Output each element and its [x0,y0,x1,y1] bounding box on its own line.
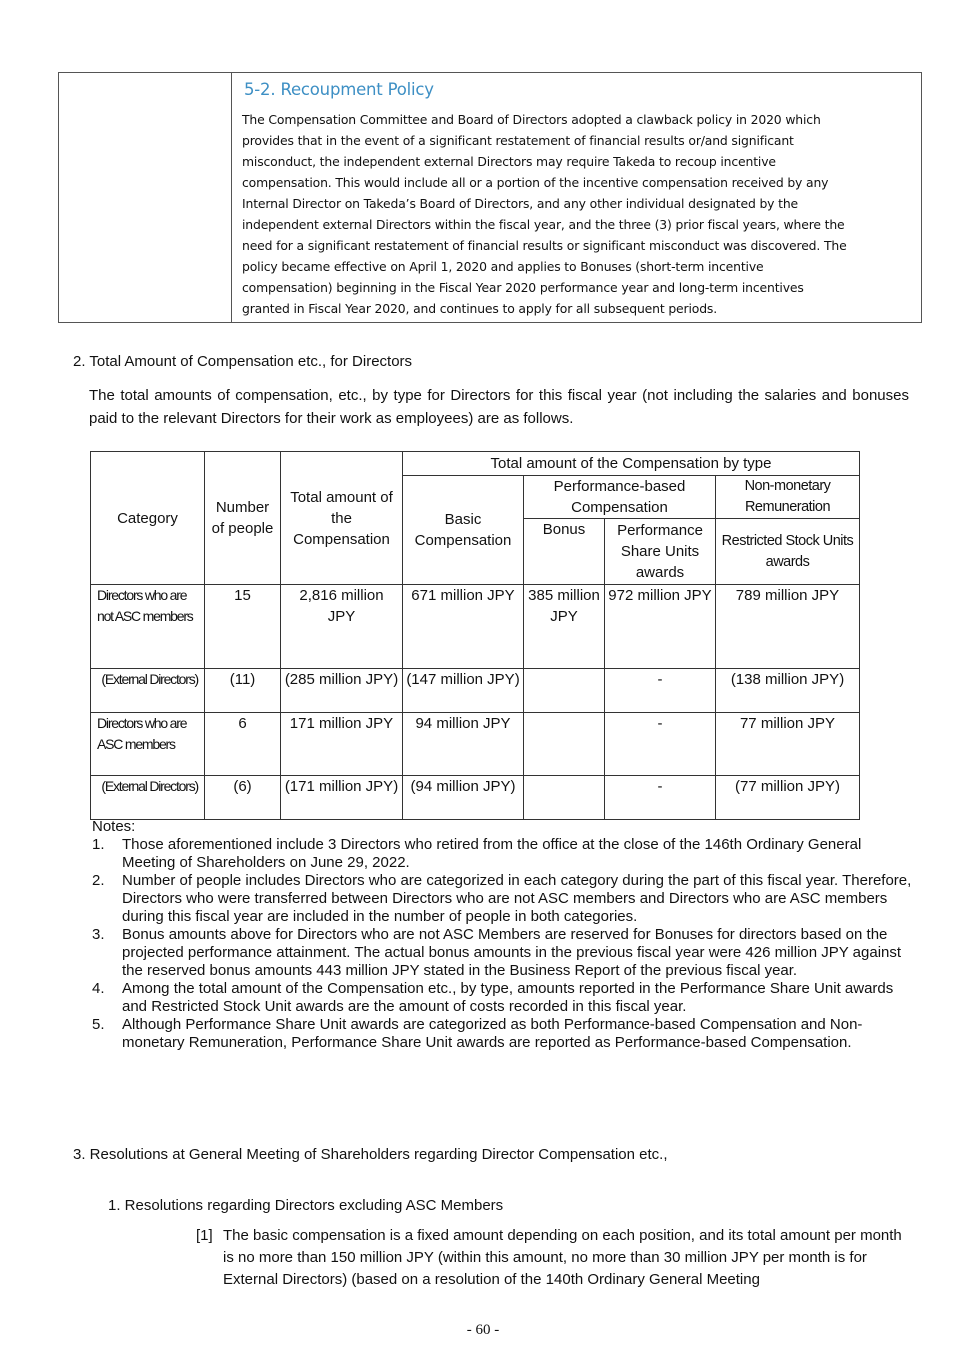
row-category: (External Directors) [91,776,205,820]
row-total: 2,816 million JPY [281,585,403,669]
notes-title: Notes: [92,818,136,835]
row-rsu: (77 million JPY) [716,776,860,820]
header-total-amount: Total amount of the Compensation [281,452,403,585]
note-text: Bonus amounts above for Directors who are not ASC Members are reserved for Bonuses for directors based on the projected performance attainment. The actual bonus amounts in the previous fiscal year were 426 million JPY against the reserved bonus amounts 443 million JPY stated in the Business Report of the previous fiscal year. [122,926,902,979]
policy-line: granted in Fiscal Year 2020, and continues to apply for all subsequent periods. [242,301,718,316]
note-item [92,926,912,980]
note-text: Among the total amount of the Compensation etc., by type, amounts reported in the Performance Share Unit awards and Restricted Stock Unit awards are the amount of costs recorded in this fiscal year. [122,980,894,1015]
row-bonus [524,713,605,776]
policy-line: policy became effective on April 1, 2020 and applies to Bonuses (short-term incentive [242,259,764,274]
note-item [92,1016,912,1052]
note-item [92,836,912,872]
note-number: 2. [92,872,105,889]
note-number: 3. [92,926,105,943]
recoupment-policy-box [58,72,922,323]
section-2-heading: 2. Total Amount of Compensation etc., for Directors [73,353,413,370]
header-by-type: Total amount of the Compensation by type [403,452,860,476]
table-row [91,669,860,713]
header-basic-compensation: Basic Compensation [403,476,524,585]
note-text: Those aforementioned include 3 Directors who retired from the office at the close of the 146th Ordinary General Meeting of Shareholders on June 29, 2022. [122,836,862,871]
resolution-item-marker: [1] [196,1227,213,1244]
header-non-monetary: Non-monetary Remuneration [716,476,860,519]
header-bonus: Bonus [524,519,605,585]
row-category: Directors who are not ASC members [91,585,205,669]
policy-title: 5-2. Recoupment Policy [244,80,434,99]
row-basic: (94 million JPY) [403,776,524,820]
note-text: Although Performance Share Unit awards are categorized as both Performance-based Compensation and Non-monetary Remuneration, Performance Share Unit awards are reported as Performance-based Compensation. [122,1016,863,1051]
row-psu: - [605,669,716,713]
policy-content [232,73,921,322]
note-item [92,872,912,926]
row-total: 171 million JPY [281,713,403,776]
compensation-table [90,451,860,820]
policy-line: Internal Director on Takeda’s Board of Directors, and any other individual designated by the [242,196,799,211]
table-row [91,713,860,776]
row-rsu: (138 million JPY) [716,669,860,713]
resolution-item-text: The basic compensation is a fixed amount depending on each position, and its total amount per month is no more than 150 million JPY (within this amount, no more than 30 million JPY per month is for External Directors) (based on a resolution of the 140th Ordinary General Meeting [223,1227,902,1288]
policy-line: provides that in the event of a significant restatement of financial results or/and significant [242,133,794,148]
table-row [91,776,860,820]
policy-line: compensation) beginning in the Fiscal Year 2020 performance year and long-term incentives [242,280,804,295]
header-number-of-people: Number of people [205,452,281,585]
row-bonus [524,776,605,820]
policy-line: compensation. This would include all or a portion of the incentive compensation received by any [242,175,829,190]
row-rsu: 77 million JPY [716,713,860,776]
row-psu: - [605,713,716,776]
row-bonus: 385 million JPY [524,585,605,669]
row-bonus [524,669,605,713]
header-psu: Performance Share Units awards [605,519,716,585]
resolution-item [196,1225,912,1291]
policy-line: independent external Directors within the fiscal year, and the three (3) prior fiscal years, where the [242,217,845,232]
header-category: Category [91,452,205,585]
header-rsu: Restricted Stock Units awards [716,519,860,585]
note-number: 1. [92,836,105,853]
row-total: (285 million JPY) [281,669,403,713]
section-3-subheading: 1. Resolutions regarding Directors excluding ASC Members [108,1197,504,1214]
page-number: - 60 - [466,1322,500,1338]
note-number: 5. [92,1016,105,1033]
row-basic: (147 million JPY) [403,669,524,713]
note-text: Number of people includes Directors who are categorized in each category during the part of this fiscal year. Therefore, Directors who were transferred between Directors who are not ASC members and Directors who are ASC members during this fiscal year are included in the number of people in both categories. [122,872,912,925]
notes-section [92,818,912,1052]
policy-line: need for a significant restatement of financial results or significant misconduct was discovered. The [242,238,847,253]
row-category: (External Directors) [91,669,205,713]
row-basic: 671 million JPY [403,585,524,669]
policy-line: misconduct, the independent external Directors may require Takeda to recoup incentive [242,154,776,169]
policy-line: The Compensation Committee and Board of Directors adopted a clawback policy in 2020 which [242,112,821,127]
row-people: (11) [205,669,281,713]
row-people: 6 [205,713,281,776]
note-number: 4. [92,980,105,997]
table-row [91,585,860,669]
policy-text [242,109,911,319]
row-category: Directors who are ASC members [91,713,205,776]
section-2-paragraph: The total amounts of compensation, etc., by type for Directors for this fiscal year (not including the salaries and bonuses paid to the relevant Directors for their work as employees) are as follows. [89,387,909,427]
row-rsu: 789 million JPY [716,585,860,669]
row-total: (171 million JPY) [281,776,403,820]
row-people: 15 [205,585,281,669]
header-performance-based: Performance-based Compensation [524,476,716,519]
policy-left-column [59,73,232,322]
row-psu: - [605,776,716,820]
notes-list [92,836,912,1052]
row-people: (6) [205,776,281,820]
section-3-heading: 3. Resolutions at General Meeting of Shareholders regarding Director Compensation etc., [73,1146,668,1163]
row-basic: 94 million JPY [403,713,524,776]
note-item [92,980,912,1016]
row-psu: 972 million JPY [605,585,716,669]
